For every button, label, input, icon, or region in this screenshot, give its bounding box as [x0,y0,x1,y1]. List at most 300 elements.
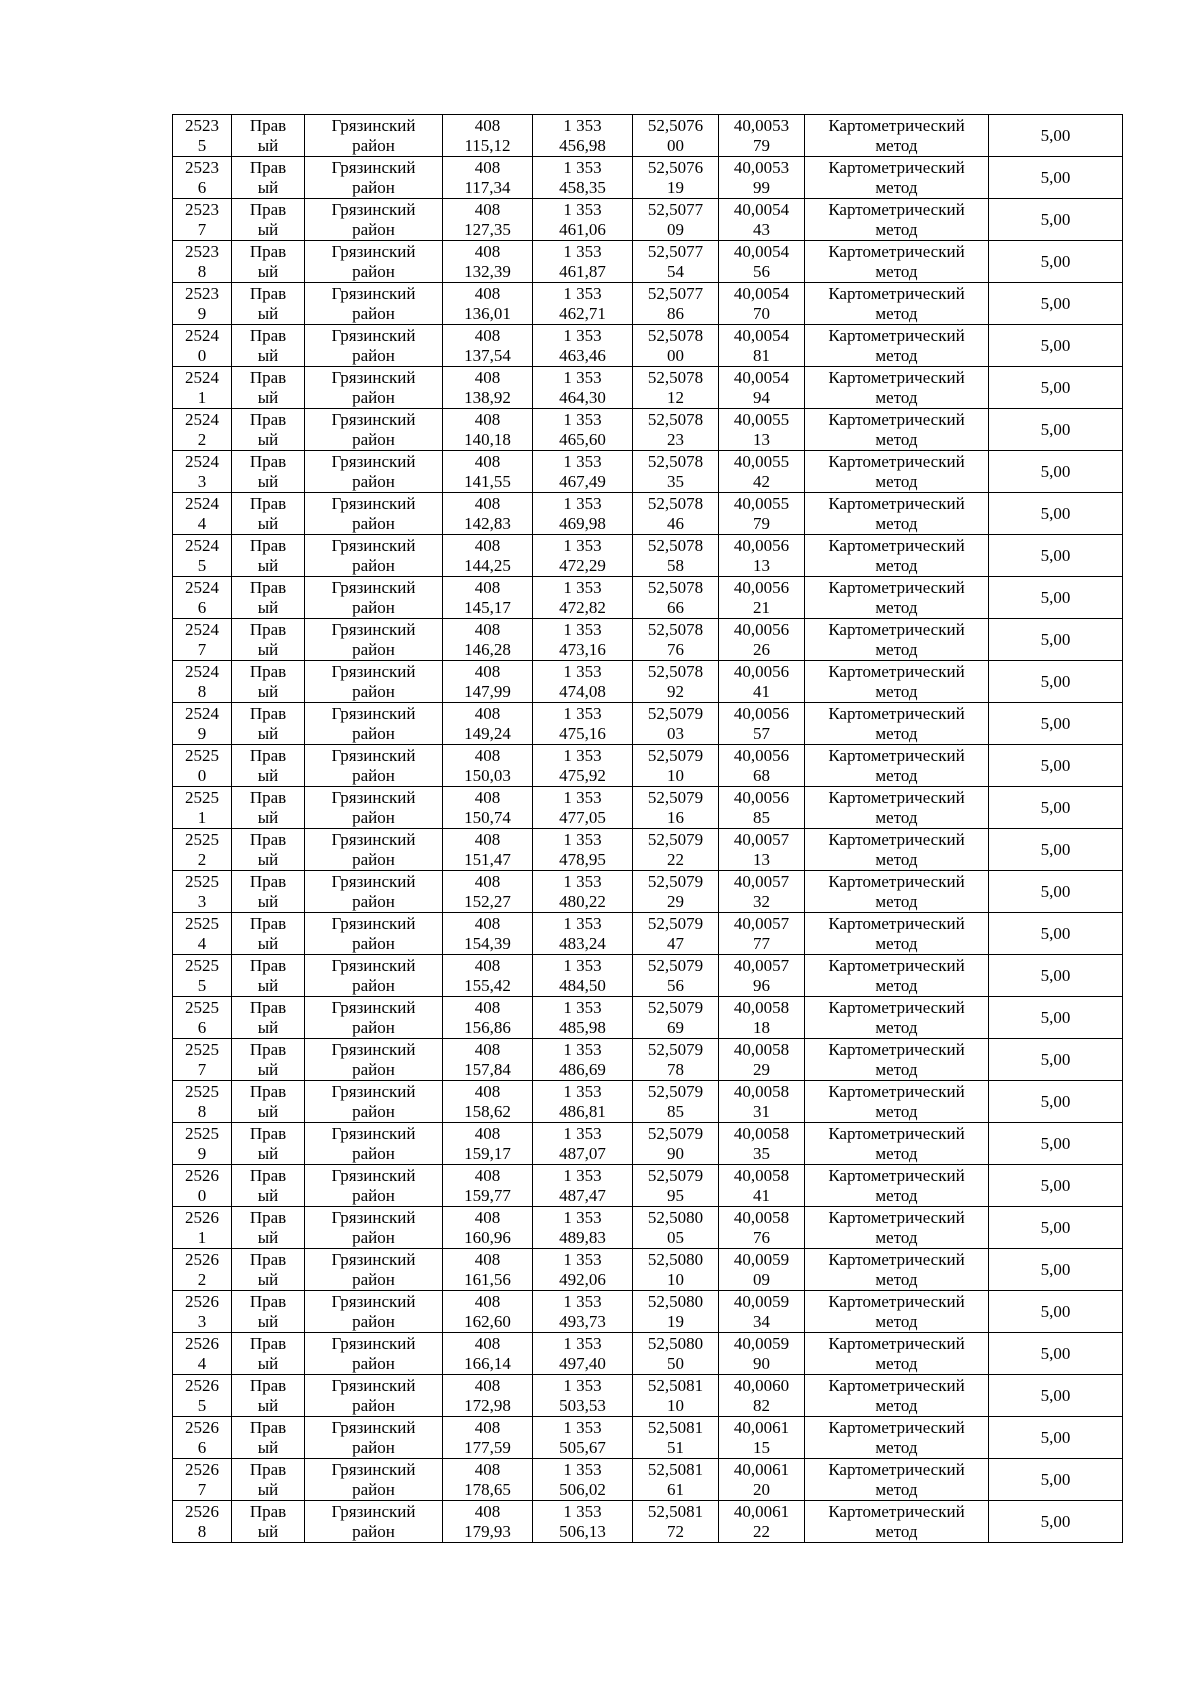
method-cell-line: метод [875,1395,918,1415]
district-cell-line: Грязинский [331,1165,416,1185]
table-row [173,115,1123,157]
longitude-cell-line: 70 [753,303,770,323]
point-number-cell-line: 5 [197,975,207,995]
y-coordinate-cell [533,241,633,283]
bank-side-cell-line: Прав [249,367,287,387]
method-cell-line: Картометрический [828,577,965,597]
point-number-cell-line: 2524 [185,493,219,513]
bank-side-cell-line: ый [257,1395,279,1415]
bank-side-cell [232,1333,305,1375]
method-cell-line: Картометрический [828,619,965,639]
method-cell-line: Картометрический [828,745,965,765]
x-coordinate-cell-line: 172,98 [464,1395,511,1415]
x-coordinate-cell-line: 408 [474,199,501,219]
y-coordinate-cell-line: 483,24 [559,933,606,953]
longitude-cell [719,367,805,409]
method-cell-line: метод [875,1227,918,1247]
method-cell-line: Картометрический [828,1417,965,1437]
bank-side-cell [232,451,305,493]
method-cell-line: Картометрический [828,1459,965,1479]
latitude-cell-line: 52,5079 [647,1165,704,1185]
longitude-cell-line: 40,0055 [733,451,790,471]
longitude-cell [719,1123,805,1165]
x-coordinate-cell-line: 159,77 [464,1185,511,1205]
district-cell-line: район [352,1437,395,1457]
method-cell-line: метод [875,639,918,659]
method-cell [805,1165,989,1207]
point-number-cell [173,157,232,199]
district-cell-line: Грязинский [331,157,416,177]
table-row [173,1417,1123,1459]
longitude-cell [719,1375,805,1417]
latitude-cell [633,283,719,325]
latitude-cell-line: 86 [667,303,684,323]
y-coordinate-cell-line: 1 353 [563,367,602,387]
x-coordinate-cell-line: 140,18 [464,429,511,449]
longitude-cell [719,535,805,577]
latitude-cell-line: 50 [667,1353,684,1373]
x-coordinate-cell-line: 141,55 [464,471,511,491]
accuracy-cell: 5,00 [989,493,1123,535]
longitude-cell-line: 40,0056 [733,745,790,765]
table-row [173,493,1123,535]
method-cell-line: Картометрический [828,829,965,849]
longitude-cell-line: 43 [753,219,770,239]
longitude-cell [719,997,805,1039]
method-cell-line: Картометрический [828,199,965,219]
district-cell-line: район [352,303,395,323]
x-coordinate-cell-line: 179,93 [464,1521,511,1541]
y-coordinate-cell-line: 1 353 [563,1081,602,1101]
method-cell-line: метод [875,891,918,911]
accuracy-cell: 5,00 [989,199,1123,241]
y-coordinate-cell-line: 461,87 [559,261,606,281]
method-cell [805,115,989,157]
longitude-cell [719,409,805,451]
y-coordinate-cell-line: 464,30 [559,387,606,407]
bank-side-cell-line: ый [257,1059,279,1079]
y-coordinate-cell [533,745,633,787]
method-cell-line: метод [875,765,918,785]
point-number-cell-line: 2526 [185,1375,219,1395]
latitude-cell-line: 35 [667,471,684,491]
district-cell [305,1207,443,1249]
accuracy-cell: 5,00 [989,871,1123,913]
x-coordinate-cell-line: 408 [474,1375,501,1395]
accuracy-cell: 5,00 [989,157,1123,199]
latitude-cell-line: 12 [667,387,684,407]
bank-side-cell-line: ый [257,513,279,533]
x-coordinate-cell [443,661,533,703]
longitude-cell-line: 13 [753,429,770,449]
bank-side-cell-line: ый [257,303,279,323]
district-cell-line: район [352,681,395,701]
latitude-cell-line: 52,5080 [647,1249,704,1269]
bank-side-cell-line: ый [257,387,279,407]
y-coordinate-cell-line: 472,29 [559,555,606,575]
point-number-cell-line: 8 [197,681,207,701]
x-coordinate-cell-line: 408 [474,1081,501,1101]
table-row [173,241,1123,283]
method-cell [805,409,989,451]
point-number-cell-line: 2524 [185,325,219,345]
y-coordinate-cell-line: 486,81 [559,1101,606,1121]
x-coordinate-cell [443,787,533,829]
table-row [173,1207,1123,1249]
district-cell-line: район [352,471,395,491]
latitude-cell-line: 52,5080 [647,1333,704,1353]
method-cell-line: Картометрический [828,493,965,513]
y-coordinate-cell-line: 1 353 [563,1291,602,1311]
accuracy-cell: 5,00 [989,829,1123,871]
point-number-cell-line: 2 [197,1269,207,1289]
longitude-cell [719,1291,805,1333]
longitude-cell-line: 40,0057 [733,871,790,891]
district-cell-line: Грязинский [331,955,416,975]
bank-side-cell-line: Прав [249,745,287,765]
longitude-cell-line: 42 [753,471,770,491]
bank-side-cell [232,1207,305,1249]
x-coordinate-cell [443,199,533,241]
y-coordinate-cell-line: 503,53 [559,1395,606,1415]
bank-side-cell-line: Прав [249,787,287,807]
y-coordinate-cell [533,1081,633,1123]
district-cell [305,745,443,787]
latitude-cell-line: 52,5081 [647,1501,704,1521]
accuracy-cell: 5,00 [989,451,1123,493]
method-cell-line: метод [875,1143,918,1163]
longitude-cell-line: 40,0061 [733,1501,790,1521]
x-coordinate-cell-line: 408 [474,367,501,387]
table-row [173,367,1123,409]
bank-side-cell-line: ый [257,555,279,575]
district-cell-line: Грязинский [331,787,416,807]
point-number-cell-line: 3 [197,891,207,911]
y-coordinate-cell [533,871,633,913]
longitude-cell-line: 57 [753,723,770,743]
method-cell-line: Картометрический [828,367,965,387]
point-number-cell-line: 0 [197,765,207,785]
method-cell-line: Картометрический [828,871,965,891]
longitude-cell [719,829,805,871]
y-coordinate-cell-line: 475,92 [559,765,606,785]
district-cell-line: район [352,1017,395,1037]
bank-side-cell [232,619,305,661]
point-number-cell [173,367,232,409]
y-coordinate-cell-line: 1 353 [563,829,602,849]
method-cell-line: Картометрический [828,1249,965,1269]
latitude-cell [633,1123,719,1165]
point-number-cell [173,1081,232,1123]
y-coordinate-cell [533,913,633,955]
y-coordinate-cell-line: 462,71 [559,303,606,323]
method-cell [805,283,989,325]
district-cell-line: Грязинский [331,1039,416,1059]
y-coordinate-cell [533,1501,633,1543]
method-cell [805,1291,989,1333]
latitude-cell-line: 16 [667,807,684,827]
method-cell-line: метод [875,1059,918,1079]
point-number-cell [173,1207,232,1249]
y-coordinate-cell-line: 1 353 [563,745,602,765]
bank-side-cell-line: Прав [249,1081,287,1101]
table-row [173,787,1123,829]
district-cell-line: район [352,1521,395,1541]
point-number-cell [173,325,232,367]
district-cell [305,493,443,535]
bank-side-cell-line: Прав [249,619,287,639]
district-cell-line: Грязинский [331,745,416,765]
district-cell-line: Грязинский [331,1417,416,1437]
bank-side-cell [232,1039,305,1081]
table-body [173,115,1123,1543]
point-number-cell-line: 2524 [185,409,219,429]
point-number-cell [173,535,232,577]
point-number-cell-line: 8 [197,261,207,281]
y-coordinate-cell-line: 1 353 [563,619,602,639]
longitude-cell [719,451,805,493]
latitude-cell-line: 52,5077 [647,199,704,219]
bank-side-cell-line: ый [257,807,279,827]
accuracy-cell: 5,00 [989,1039,1123,1081]
x-coordinate-cell-line: 408 [474,1333,501,1353]
latitude-cell [633,745,719,787]
longitude-cell [719,325,805,367]
y-coordinate-cell-line: 1 353 [563,283,602,303]
longitude-cell-line: 15 [753,1437,770,1457]
y-coordinate-cell-line: 467,49 [559,471,606,491]
latitude-cell [633,955,719,997]
method-cell [805,997,989,1039]
point-number-cell [173,1165,232,1207]
district-cell [305,535,443,577]
x-coordinate-cell [443,1501,533,1543]
latitude-cell-line: 52,5076 [647,157,704,177]
method-cell-line: Картометрический [828,1039,965,1059]
longitude-cell [719,199,805,241]
point-number-cell-line: 6 [197,1017,207,1037]
point-number-cell [173,451,232,493]
x-coordinate-cell-line: 408 [474,787,501,807]
y-coordinate-cell [533,1039,633,1081]
y-coordinate-cell [533,1333,633,1375]
longitude-cell-line: 40,0056 [733,703,790,723]
y-coordinate-cell [533,955,633,997]
x-coordinate-cell-line: 408 [474,1039,501,1059]
table-row [173,325,1123,367]
y-coordinate-cell [533,157,633,199]
point-number-cell [173,1501,232,1543]
longitude-cell-line: 40,0055 [733,409,790,429]
table-row [173,1249,1123,1291]
accuracy-cell: 5,00 [989,1375,1123,1417]
x-coordinate-cell-line: 408 [474,1417,501,1437]
bank-side-cell [232,787,305,829]
point-number-cell [173,619,232,661]
latitude-cell [633,1291,719,1333]
y-coordinate-cell-line: 469,98 [559,513,606,533]
district-cell [305,1081,443,1123]
bank-side-cell-line: Прав [249,409,287,429]
y-coordinate-cell-line: 489,83 [559,1227,606,1247]
longitude-cell [719,1333,805,1375]
x-coordinate-cell-line: 408 [474,1501,501,1521]
accuracy-cell: 5,00 [989,283,1123,325]
point-number-cell-line: 2524 [185,661,219,681]
point-number-cell-line: 5 [197,555,207,575]
y-coordinate-cell-line: 473,16 [559,639,606,659]
y-coordinate-cell-line: 463,46 [559,345,606,365]
point-number-cell [173,577,232,619]
district-cell [305,115,443,157]
longitude-cell-line: 40,0056 [733,619,790,639]
district-cell [305,241,443,283]
longitude-cell [719,283,805,325]
x-coordinate-cell-line: 142,83 [464,513,511,533]
bank-side-cell-line: ый [257,471,279,491]
longitude-cell [719,1039,805,1081]
bank-side-cell [232,871,305,913]
latitude-cell-line: 52,5079 [647,955,704,975]
x-coordinate-cell-line: 408 [474,493,501,513]
method-cell [805,1333,989,1375]
y-coordinate-cell [533,1459,633,1501]
longitude-cell-line: 40,0061 [733,1417,790,1437]
point-number-cell-line: 3 [197,1311,207,1331]
y-coordinate-cell [533,829,633,871]
y-coordinate-cell-line: 1 353 [563,1039,602,1059]
latitude-cell-line: 51 [667,1437,684,1457]
y-coordinate-cell-line: 1 353 [563,535,602,555]
longitude-cell [719,913,805,955]
latitude-cell [633,199,719,241]
point-number-cell-line: 2524 [185,619,219,639]
longitude-cell-line: 35 [753,1143,770,1163]
y-coordinate-cell-line: 1 353 [563,661,602,681]
x-coordinate-cell-line: 178,65 [464,1479,511,1499]
x-coordinate-cell-line: 150,03 [464,765,511,785]
x-coordinate-cell-line: 166,14 [464,1353,511,1373]
y-coordinate-cell [533,997,633,1039]
longitude-cell [719,1249,805,1291]
longitude-cell-line: 40,0060 [733,1375,790,1395]
table-row [173,913,1123,955]
y-coordinate-cell [533,535,633,577]
method-cell-line: метод [875,975,918,995]
latitude-cell [633,1165,719,1207]
method-cell-line: метод [875,219,918,239]
y-coordinate-cell-line: 480,22 [559,891,606,911]
district-cell-line: район [352,1479,395,1499]
district-cell [305,1459,443,1501]
point-number-cell-line: 2 [197,429,207,449]
point-number-cell-line: 4 [197,1353,207,1373]
x-coordinate-cell [443,1249,533,1291]
accuracy-cell: 5,00 [989,367,1123,409]
method-cell-line: метод [875,933,918,953]
x-coordinate-cell [443,1375,533,1417]
point-number-cell-line: 8 [197,1521,207,1541]
y-coordinate-cell [533,115,633,157]
bank-side-cell-line: Прав [249,955,287,975]
longitude-cell-line: 13 [753,555,770,575]
y-coordinate-cell-line: 486,69 [559,1059,606,1079]
method-cell [805,1417,989,1459]
method-cell-line: Картометрический [828,1375,965,1395]
longitude-cell-line: 56 [753,261,770,281]
bank-side-cell-line: ый [257,1101,279,1121]
y-coordinate-cell-line: 1 353 [563,493,602,513]
accuracy-cell: 5,00 [989,1207,1123,1249]
district-cell-line: Грязинский [331,577,416,597]
district-cell-line: район [352,1185,395,1205]
longitude-cell [719,619,805,661]
x-coordinate-cell [443,367,533,409]
district-cell [305,871,443,913]
point-number-cell-line: 2525 [185,1039,219,1059]
point-number-cell [173,1417,232,1459]
accuracy-cell: 5,00 [989,1291,1123,1333]
longitude-cell-line: 76 [753,1227,770,1247]
y-coordinate-cell [533,367,633,409]
point-number-cell [173,913,232,955]
point-number-cell-line: 4 [197,513,207,533]
y-coordinate-cell [533,451,633,493]
district-cell-line: Грязинский [331,1123,416,1143]
accuracy-cell: 5,00 [989,997,1123,1039]
latitude-cell-line: 52,5079 [647,829,704,849]
bank-side-cell [232,955,305,997]
point-number-cell [173,115,232,157]
longitude-cell-line: 13 [753,849,770,869]
longitude-cell-line: 22 [753,1521,770,1541]
bank-side-cell-line: Прав [249,241,287,261]
x-coordinate-cell-line: 155,42 [464,975,511,995]
x-coordinate-cell-line: 137,54 [464,345,511,365]
point-number-cell-line: 7 [197,639,207,659]
point-number-cell-line: 9 [197,723,207,743]
latitude-cell-line: 95 [667,1185,684,1205]
x-coordinate-cell-line: 408 [474,535,501,555]
latitude-cell [633,1417,719,1459]
point-number-cell-line: 7 [197,1059,207,1079]
district-cell-line: Грязинский [331,199,416,219]
table-row [173,1291,1123,1333]
table-row [173,997,1123,1039]
x-coordinate-cell-line: 408 [474,703,501,723]
x-coordinate-cell [443,1417,533,1459]
latitude-cell-line: 22 [667,849,684,869]
district-cell-line: Грязинский [331,283,416,303]
x-coordinate-cell [443,619,533,661]
longitude-cell-line: 40,0053 [733,157,790,177]
bank-side-cell-line: ый [257,219,279,239]
x-coordinate-cell-line: 151,47 [464,849,511,869]
x-coordinate-cell-line: 127,35 [464,219,511,239]
latitude-cell [633,1207,719,1249]
method-cell [805,661,989,703]
longitude-cell [719,745,805,787]
latitude-cell [633,1459,719,1501]
method-cell-line: метод [875,723,918,743]
latitude-cell [633,493,719,535]
x-coordinate-cell-line: 147,99 [464,681,511,701]
point-number-cell [173,283,232,325]
latitude-cell-line: 52,5079 [647,745,704,765]
latitude-cell-line: 52,5078 [647,493,704,513]
longitude-cell [719,157,805,199]
y-coordinate-cell-line: 478,95 [559,849,606,869]
